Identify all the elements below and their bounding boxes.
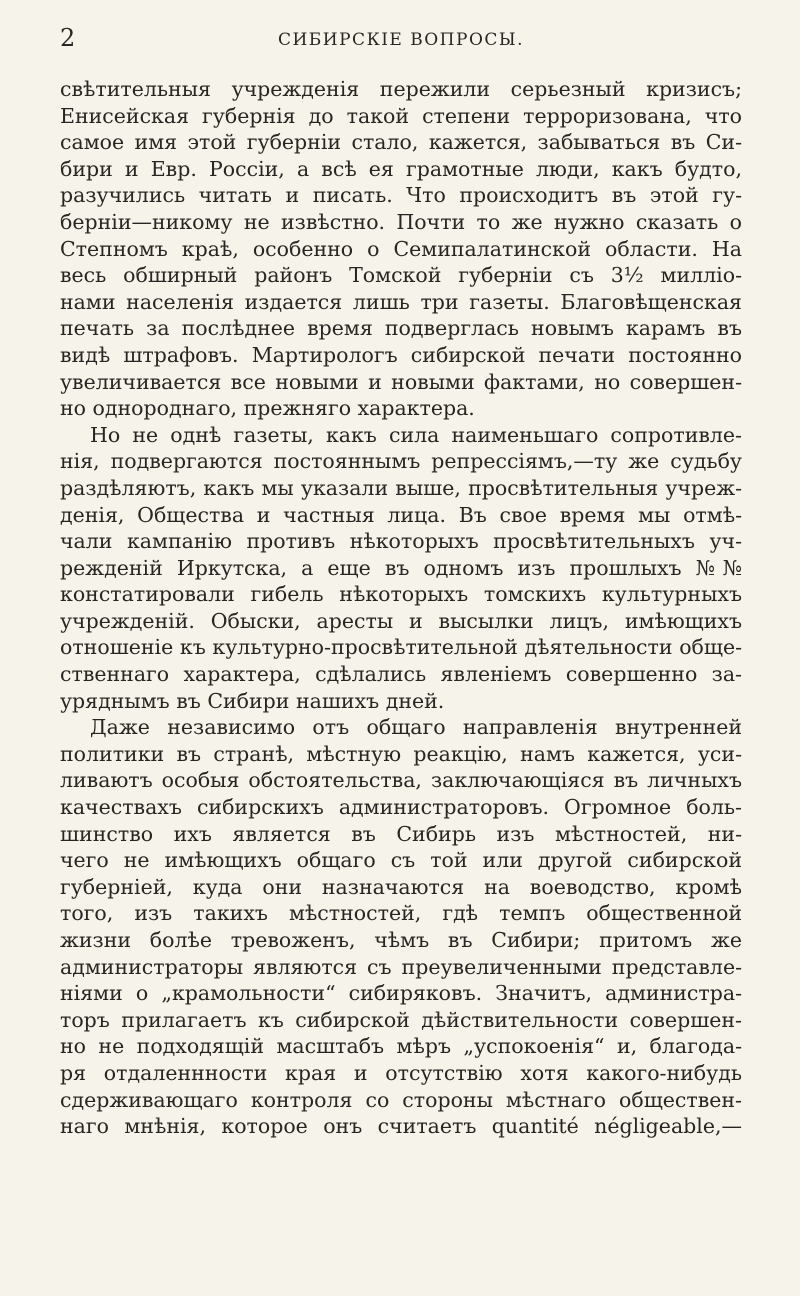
paragraph (60, 422, 742, 715)
text-line: торъ прилагаетъ къ сибирской дѣйствительности совершен- (60, 1007, 742, 1032)
text-line: чали кампанію противъ нѣкоторыхъ просвѣтительныхъ уч- (60, 529, 742, 554)
text-line: но не подходящій масштабъ мѣръ „успокоенія“ и, благода- (60, 1034, 742, 1059)
text-line: свѣтительныя учрежденія пережили серьезный кризисъ; (60, 77, 742, 101)
text-line: губерніей, куда они назначаются на воеводство, кромѣ (60, 874, 742, 899)
text-line: отношеніе къ культурно-просвѣтительной дѣятельности обще- (60, 635, 742, 660)
text-line: денія, Общества и частныя лица. Въ свое время мы отмѣ- (60, 502, 742, 527)
paragraph (60, 714, 742, 1140)
text-line: сдерживающаго контроля со стороны мѣстнаго обществен- (60, 1087, 742, 1112)
text-line: нами населенія издается лишь три газеты. Благовѣщенская (60, 289, 742, 314)
running-head: СИБИРСКІЕ ВОПРОСЫ. (277, 30, 525, 50)
text-line: наго мнѣнія, которое онъ считаетъ quantité négligeable,— (60, 1114, 742, 1139)
text-line: видѣ штрафовъ. Мартирологъ сибирской печати постоянно (60, 342, 742, 367)
text-line: режденій Иркутска, а еще въ одномъ изъ прошлыхъ №№ (60, 555, 742, 580)
body-text (60, 76, 742, 1140)
text-line: но однороднаго, прежняго характера. (60, 396, 475, 421)
text-line: Но не однѣ газеты, какъ сила наименьшаго сопротивле- (90, 422, 742, 447)
text-line: берніи—никому не извѣстно. Почти то же нужно сказать о (60, 209, 742, 234)
text-line: чего не имѣющихъ общаго съ той или другой сибирской (60, 848, 742, 873)
text-line: Даже независимо отъ общаго направленія внутренней (90, 715, 742, 740)
text-line: жизни болѣе тревоженъ, чѣмъ въ Сибири; притомъ же (60, 928, 742, 952)
text-line: того, изъ такихъ мѣстностей, гдѣ темпъ общественной (60, 901, 742, 926)
text-line: уряднымъ въ Сибири нашихъ дней. (60, 688, 445, 713)
text-line: увеличивается все новыми и новыми фактами, но совершен- (60, 369, 742, 394)
text-line: самое имя этой губерніи стало, кажется, забываться въ Си- (60, 130, 742, 155)
text-line: весь обширный районъ Томской губерніи съ 3½ милліо- (60, 263, 742, 288)
text-line: нія, подвергаются постояннымъ репрессіямъ,—ту же судьбу (60, 449, 742, 474)
text-line: шинство ихъ является въ Сибирь изъ мѣстностей, ни- (60, 821, 742, 846)
text-line: качествахъ сибирскихъ администраторовъ. Огромное боль- (60, 795, 742, 820)
text-line: печать за послѣднее время подверглась новымъ карамъ въ (60, 316, 742, 341)
text-line: разучились читать и писать. Что происходитъ въ этой гу- (60, 183, 742, 208)
text-line: Степномъ краѣ, особенно о Семипалатинской области. На (60, 236, 742, 261)
text-line: констатировали гибель нѣкоторыхъ томскихъ культурныхъ (60, 582, 742, 607)
text-line: ливаютъ особыя обстоятельства, заключающіяся въ личныхъ (60, 768, 742, 793)
text-line: администраторы являются съ преувеличенными представле- (60, 954, 742, 979)
text-line: бири и Евр. Россіи, а всѣ ея грамотные люди, какъ будто, (60, 156, 742, 181)
text-line: учрежденій. Обыски, аресты и высылки лицъ, имѣющихъ (60, 608, 742, 633)
text-line: ря отдаленнности края и отсутствію хотя какого-нибудь (60, 1060, 742, 1085)
paragraph (60, 76, 742, 422)
text-line: Енисейская губернія до такой степени терроризована, что (60, 103, 742, 128)
text-line: раздѣляютъ, какъ мы указали выше, просвѣтительныя учреж- (60, 475, 742, 500)
page-number: 2 (60, 24, 76, 52)
text-line: ніями о „крамольности“ сибиряковъ. Значитъ, администра- (60, 981, 742, 1006)
text-line: ственнаго характера, сдѣлались явленіемъ совершенно за- (60, 662, 742, 687)
page-header (60, 22, 742, 62)
text-line: политики въ странѣ, мѣстную реакцію, намъ кажется, уси- (60, 741, 742, 766)
